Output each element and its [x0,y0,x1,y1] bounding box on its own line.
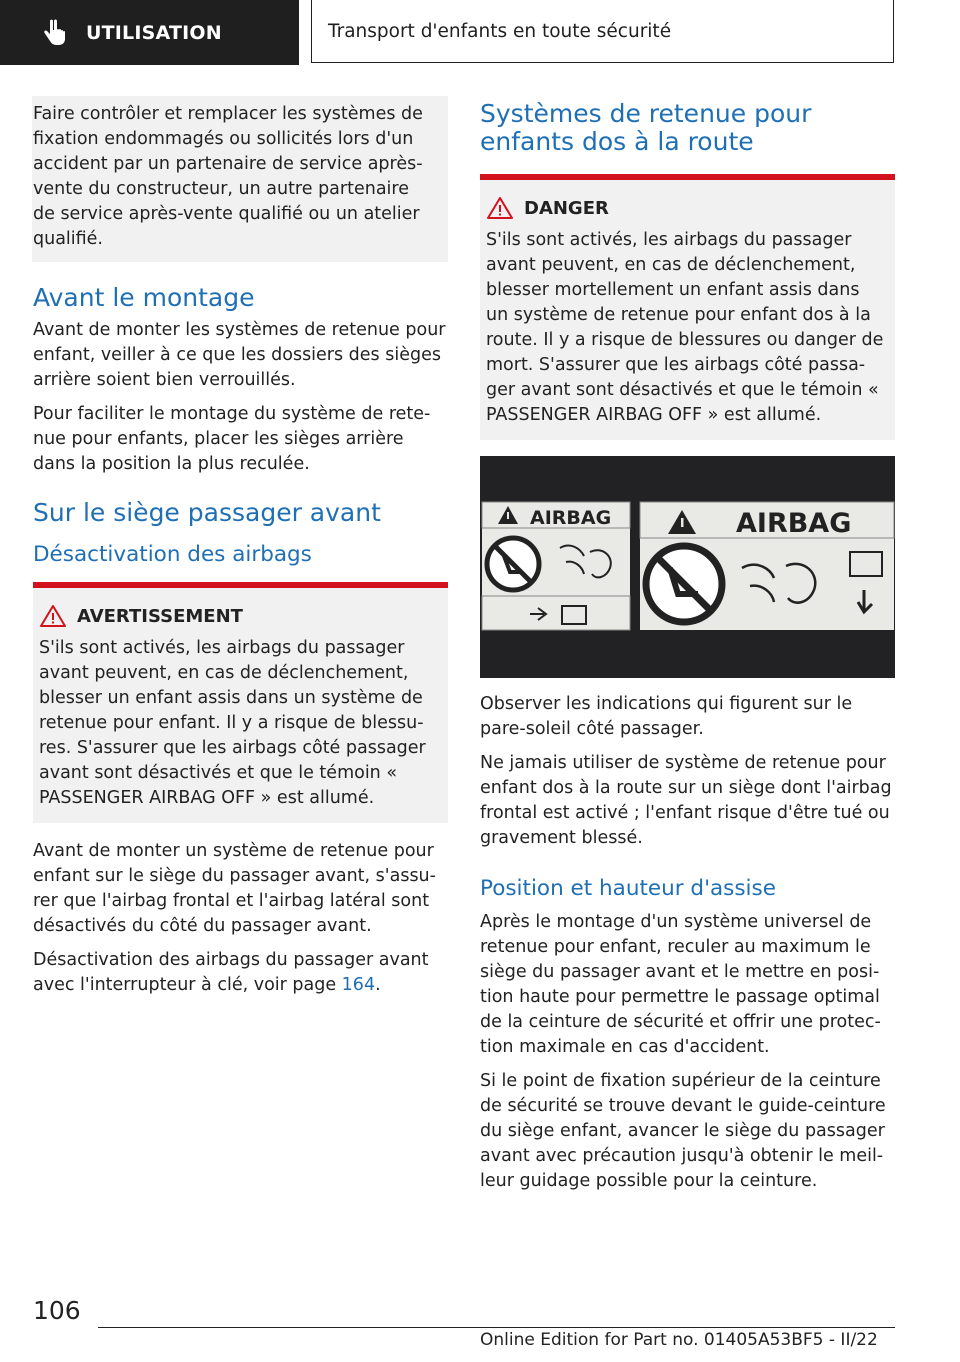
warning-box [33,582,448,823]
footer-divider [98,1327,895,1328]
airbag-label-photo [480,456,895,678]
left-column [33,96,448,1007]
page-number: 106 [33,1296,81,1325]
note-box [32,96,448,262]
paragraph: Si le point de fixation supérieur de la ceinture de sécurité se trouve devant le guide-ceinture du siège enfant, avancer le siège du passager avant avec précaution jusqu'à obtenir le meil-leur guidage possible pour la ceinture. [480,1071,886,1191]
warning-title: AVERTISSEMENT [77,605,243,627]
note-text: Faire contrôler et remplacer les systèmes de fixation endommagés ou sollicités lors d'un accident par un partenaire de service après-vente du constructeur, un autre partenaire de service après-vente qualifié ou un atelier qualifié. [33,104,423,249]
heading-avant-montage: Avant le montage [33,283,255,312]
heading-dos-route: Systèmes de retenue pour enfants dos à la route [480,99,812,156]
hand-pointer-icon [40,19,68,47]
section-tab [0,0,299,65]
paragraph: Après le montage d'un système universel de retenue pour enfant, reculer au maximum le siège du passager avant et le mettre en posi-tion haute pour permettre le passage optimal de la ceinture de sécurité et offrir une protec-tion maximale en cas d'accident. [480,912,881,1057]
paragraph: Pour faciliter le montage du système de rete-nue pour enfants, placer les sièges arrière dans la position la plus reculée. [33,404,431,474]
sticker-label-large: AIRBAG [736,508,852,539]
heading-position-assise: Position et hauteur d'assise [480,876,776,901]
right-column [480,96,895,1203]
danger-box [480,174,895,440]
section-label: UTILISATION [86,21,222,44]
paragraph: Ne jamais utiliser de système de retenue pour enfant dos à la route sur un siège dont l'airbag frontal est activé ; l'enfant risque d'être tué ou gravement blessé. [480,753,892,848]
sticker-label-small: AIRBAG [530,507,612,529]
danger-text: S'ils sont activés, les airbags du passager avant peuvent, en cas de déclenchement, blesser mortellement un enfant assis dans un système de retenue pour enfant dos à la route. Il y a risque de blessures ou danger de mort. S'assurer que les airbags côté passa-ger avant sont désactivés et que le témoin « PASSENGER AIRBAG OFF » est allumé. [486,230,884,425]
edition-text: Online Edition for Part no. 01405A53BF5 - II/22 [480,1330,878,1350]
danger-title: DANGER [524,197,609,219]
paragraph: Avant de monter les systèmes de retenue pour enfant, veiller à ce que les dossiers des sièges arrière soient bien verrouillés. [33,320,446,390]
airbag-sticker-image [480,456,895,678]
paragraph: Désactivation des airbags du passager avant avec l'interrupteur à clé, voir page 164. [33,950,429,995]
heading-desactivation: Désactivation des airbags [33,542,312,567]
chapter-title: Transport d'enfants en toute sécurité [311,0,894,63]
heading-siege-passager: Sur le siège passager avant [33,498,381,527]
warning-triangle-icon [39,604,67,628]
page-link[interactable]: 164 [341,975,376,995]
paragraph: Avant de monter un système de retenue pour enfant sur le siège du passager avant, s'assu-rer que l'airbag frontal et l'airbag latéral sont désactivés du côté du passager avant. [33,841,436,936]
warning-text: S'ils sont activés, les airbags du passager avant peuvent, en cas de déclenchement, blesser un enfant assis dans un système de retenue pour enfant. Il y a risque de blessu-res. S'assurer que les airbags côté passager avant sont désactivés et que le témoin « PASSENGER AIRBAG OFF » est allumé. [39,638,426,808]
warning-triangle-icon [486,196,514,220]
paragraph: Observer les indications qui figurent sur le pare-soleil côté passager. [480,694,853,739]
